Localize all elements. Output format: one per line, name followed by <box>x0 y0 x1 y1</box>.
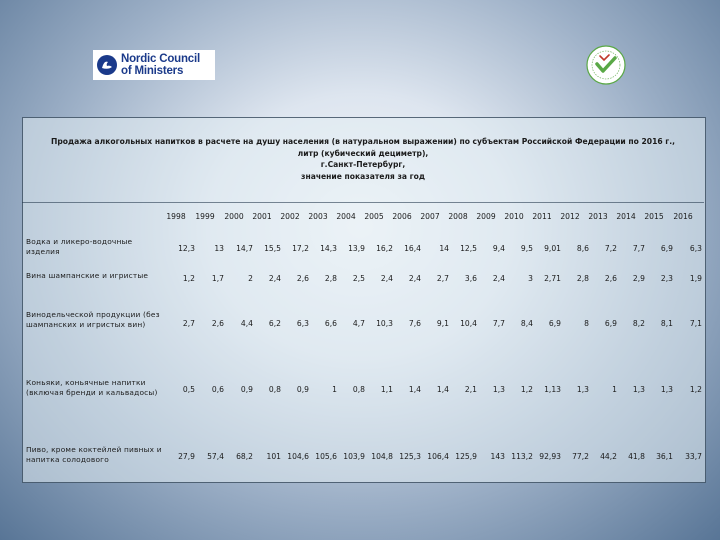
table-cell: 2,71 <box>544 274 561 283</box>
table-cell: 6,9 <box>604 319 617 328</box>
table-cell: 7,6 <box>408 319 421 328</box>
table-cell: 7,7 <box>492 319 505 328</box>
table-cell: 8,2 <box>632 319 645 328</box>
year-header: 2015 <box>644 212 664 221</box>
table-cell: 7,2 <box>604 244 617 253</box>
table-cell: 3 <box>528 274 533 283</box>
table-cell: 17,2 <box>292 244 309 253</box>
year-header: 2003 <box>308 212 328 221</box>
table-cell: 6,2 <box>268 319 281 328</box>
table-cell: 6,3 <box>689 244 702 253</box>
table-cell: 2,5 <box>352 274 365 283</box>
table-cell: 3,6 <box>464 274 477 283</box>
table-cell: 6,6 <box>324 319 337 328</box>
table-cell: 10,3 <box>376 319 393 328</box>
year-header: 1999 <box>195 212 215 221</box>
title-line-1: Продажа алкогольных напитков в расчете на душу населения (в натуральном выражении) по субъектам Российской Федерации по 2016 г., <box>50 137 676 146</box>
table-cell: 14 <box>439 244 449 253</box>
table-cell: 103,9 <box>343 452 365 461</box>
year-header: 2002 <box>280 212 300 221</box>
table-cell: 0,8 <box>352 385 365 394</box>
table-title <box>22 117 704 203</box>
year-header: 2012 <box>560 212 580 221</box>
swan-emblem-icon <box>96 54 118 76</box>
table-cell: 2,6 <box>604 274 617 283</box>
table-cell: 16,2 <box>376 244 393 253</box>
table-cell: 2,8 <box>576 274 589 283</box>
table-cell: 15,5 <box>264 244 281 253</box>
year-header: 2016 <box>673 212 693 221</box>
table-cell: 8,6 <box>576 244 589 253</box>
table-cell: 1,9 <box>689 274 702 283</box>
table-cell: 6,3 <box>296 319 309 328</box>
table-cell: 2,4 <box>408 274 421 283</box>
table-cell: 143 <box>490 452 505 461</box>
table-cell: 6,9 <box>660 244 673 253</box>
table-cell: 27,9 <box>178 452 195 461</box>
year-header: 2005 <box>364 212 384 221</box>
table-cell: 2,4 <box>268 274 281 283</box>
year-header: 2001 <box>252 212 272 221</box>
table-cell: 4,7 <box>352 319 365 328</box>
table-cell: 1 <box>332 385 337 394</box>
title-line-2: литр (кубический дециметр), <box>297 148 429 158</box>
table-cell: 13,9 <box>348 244 365 253</box>
table-cell: 0,5 <box>182 385 195 394</box>
table-cell: 33,7 <box>685 452 702 461</box>
table-cell: 12,5 <box>460 244 477 253</box>
year-header: 2004 <box>336 212 356 221</box>
table-cell: 2,6 <box>211 319 224 328</box>
table-cell: 2,7 <box>436 274 449 283</box>
table-cell: 2,6 <box>296 274 309 283</box>
table-cell: 1,1 <box>380 385 393 394</box>
table-cell: 104,8 <box>371 452 393 461</box>
table-cell: 1,3 <box>492 385 505 394</box>
table-cell: 2,4 <box>380 274 393 283</box>
table-cell: 125,3 <box>399 452 421 461</box>
table-cell: 0,6 <box>211 385 224 394</box>
year-header: 1998 <box>166 212 186 221</box>
table-cell: 104,6 <box>287 452 309 461</box>
table-cell: 2,1 <box>464 385 477 394</box>
table-cell: 1,2 <box>182 274 195 283</box>
table-cell: 2 <box>248 274 253 283</box>
table-cell: 9,1 <box>436 319 449 328</box>
table-cell: 7,1 <box>689 319 702 328</box>
table-cell: 1,2 <box>689 385 702 394</box>
row-label: Коньяки, коньячные напитки (включая бренди и кальвадосы) <box>26 378 158 397</box>
table-cell: 2,9 <box>632 274 645 283</box>
table-cell: 1,7 <box>211 274 224 283</box>
year-header: 2011 <box>532 212 552 221</box>
table-cell: 9,01 <box>544 244 561 253</box>
table-cell: 0,9 <box>296 385 309 394</box>
table-cell: 1,3 <box>632 385 645 394</box>
logo-text-line2: of Ministers <box>121 65 184 77</box>
logo-text-line1: Nordic Council <box>121 53 200 65</box>
table-cell: 101 <box>266 452 281 461</box>
table-cell: 0,9 <box>240 385 253 394</box>
table-cell: 9,4 <box>492 244 505 253</box>
year-header: 2007 <box>420 212 440 221</box>
year-header: 2006 <box>392 212 412 221</box>
table-cell: 106,4 <box>427 452 449 461</box>
table-cell: 7,7 <box>632 244 645 253</box>
table-cell: 8 <box>584 319 589 328</box>
table-cell: 1,3 <box>660 385 673 394</box>
table-cell: 105,6 <box>315 452 337 461</box>
table-cell: 36,1 <box>656 452 673 461</box>
table-cell: 113,2 <box>511 452 533 461</box>
table-cell: 0,8 <box>268 385 281 394</box>
year-header: 2008 <box>448 212 468 221</box>
year-header: 2013 <box>588 212 608 221</box>
year-header: 2000 <box>224 212 244 221</box>
table-cell: 6,9 <box>548 319 561 328</box>
nordic-council-logo <box>93 50 215 80</box>
row-label: Вина шампанские и игристые <box>26 271 149 280</box>
table-cell: 1 <box>612 385 617 394</box>
logo-text <box>121 53 200 77</box>
table-cell: 1,4 <box>436 385 449 394</box>
table-cell: 2,3 <box>660 274 673 283</box>
table-cell: 1,13 <box>544 385 561 394</box>
row-label: Пиво, кроме коктейлей пивных и напитка солодового <box>26 445 162 464</box>
table-cell: 12,3 <box>178 244 195 253</box>
year-header: 2009 <box>476 212 496 221</box>
year-header: 2014 <box>616 212 636 221</box>
table-cell: 2,7 <box>182 319 195 328</box>
table-cell: 41,8 <box>628 452 645 461</box>
year-header: 2010 <box>504 212 524 221</box>
table-cell: 77,2 <box>572 452 589 461</box>
row-label: Винодельческой продукции (без шампанских и игристых вин) <box>26 310 160 329</box>
table-cell: 13 <box>214 244 224 253</box>
table-cell: 9,5 <box>520 244 533 253</box>
table-cell: 14,3 <box>320 244 337 253</box>
table-cell: 1,2 <box>520 385 533 394</box>
circular-seal-logo <box>585 44 627 86</box>
table-cell: 44,2 <box>600 452 617 461</box>
table-cell: 10,4 <box>460 319 477 328</box>
table-cell: 2,4 <box>492 274 505 283</box>
table-cell: 14,7 <box>236 244 253 253</box>
table-cell: 16,4 <box>404 244 421 253</box>
table-cell: 8,4 <box>520 319 533 328</box>
table-cell: 68,2 <box>236 452 253 461</box>
title-line-4: значение показателя за год <box>301 171 425 181</box>
row-label: Водка и ликеро-водочные изделия <box>26 237 133 256</box>
title-line-3: г.Санкт-Петербург, <box>320 160 406 169</box>
table-cell: 4,4 <box>240 319 253 328</box>
table-cell: 1,4 <box>408 385 421 394</box>
table-cell: 2,8 <box>324 274 337 283</box>
table-cell: 1,3 <box>576 385 589 394</box>
table-cell: 125,9 <box>455 452 477 461</box>
table-cell: 57,4 <box>207 452 224 461</box>
table-cell: 8,1 <box>660 319 673 328</box>
table-cell: 92,93 <box>539 452 561 461</box>
